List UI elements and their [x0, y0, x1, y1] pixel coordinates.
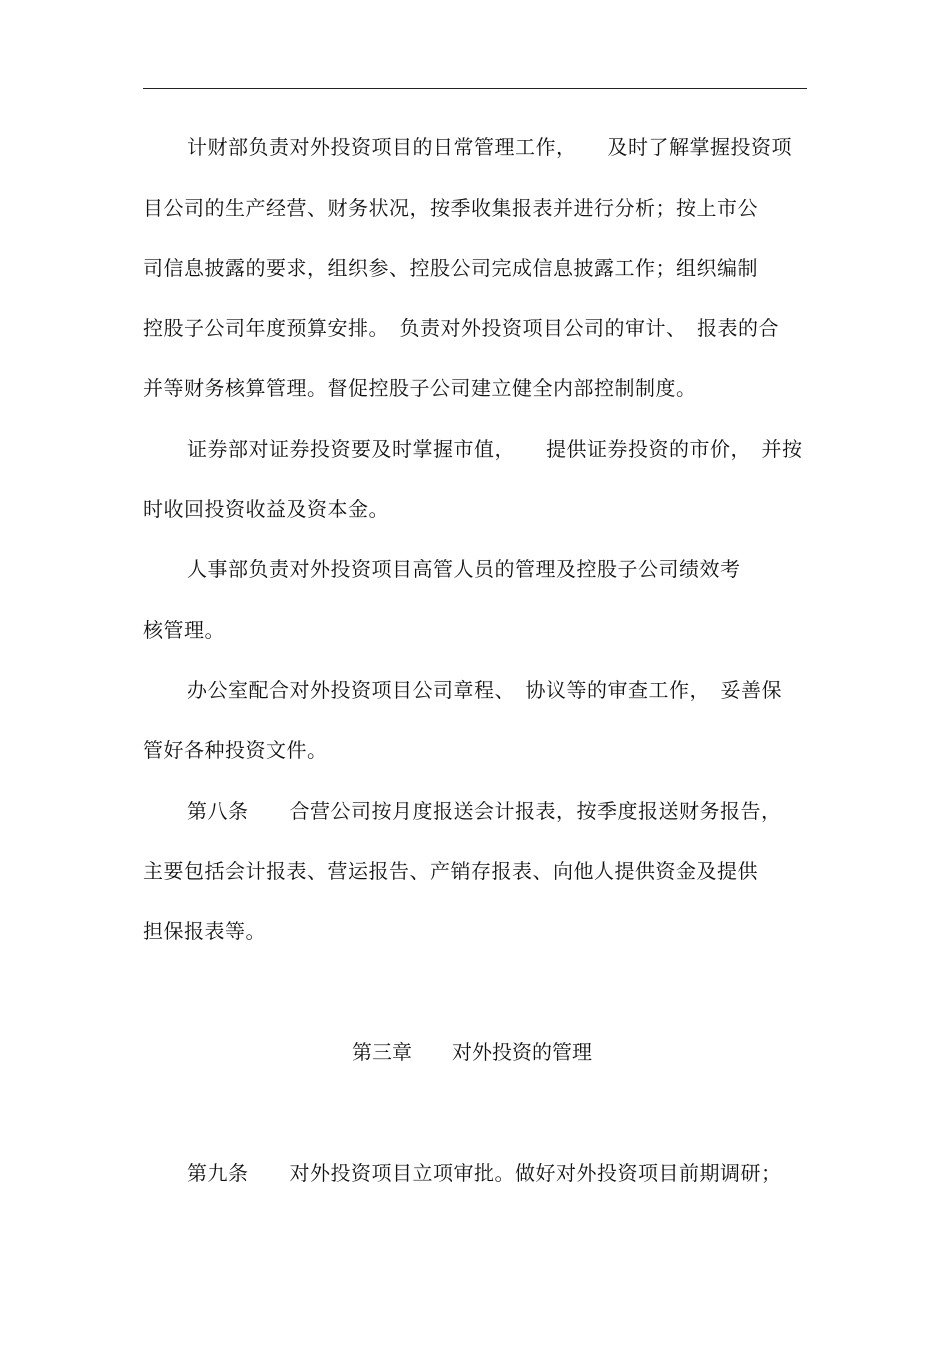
paragraph-securities-line-1: 证券部对证券投资要及时掌握市值， 提供证券投资的市价， 并按	[187, 437, 803, 461]
paragraph-finance-line-2: 目公司的生产经营、财务状况，按季收集报表并进行分析；按上市公	[143, 196, 758, 220]
paragraph-office-line-2: 管好各种投资文件。	[143, 738, 328, 762]
article-nine-line-1: 第九条 对外投资项目立项审批。做好对外投资项目前期调研；	[187, 1161, 782, 1185]
paragraph-finance-line-1: 计财部负责对外投资项目的日常管理工作， 及时了解掌握投资项	[187, 135, 792, 159]
article-eight-line-2: 主要包括会计报表、营运报告、产销存报表、向他人提供资金及提供	[143, 859, 758, 883]
article-eight-line-1: 第八条 合营公司按月度报送会计报表，按季度报送财务报告，	[187, 799, 782, 823]
paragraph-securities-line-2: 时收回投资收益及资本金。	[143, 497, 389, 521]
paragraph-finance-line-4: 控股子公司年度预算安排。 负责对外投资项目公司的审计、 报表的合	[143, 316, 779, 340]
paragraph-hr-line-1: 人事部负责对外投资项目高管人员的管理及控股子公司绩效考	[187, 557, 741, 581]
paragraph-hr-line-2: 核管理。	[143, 618, 225, 642]
paragraph-finance-line-5: 并等财务核算管理。督促控股子公司建立健全内部控制制度。	[143, 376, 697, 400]
paragraph-office-line-1: 办公室配合对外投资项目公司章程、 协议等的审查工作， 妥善保	[187, 678, 782, 702]
header-rule	[143, 88, 807, 89]
article-eight-line-3: 担保报表等。	[143, 919, 266, 943]
chapter-title: 第三章 对外投资的管理	[352, 1040, 592, 1064]
paragraph-finance-line-3: 司信息披露的要求，组织参、控股公司完成信息披露工作；组织编制	[143, 256, 758, 280]
